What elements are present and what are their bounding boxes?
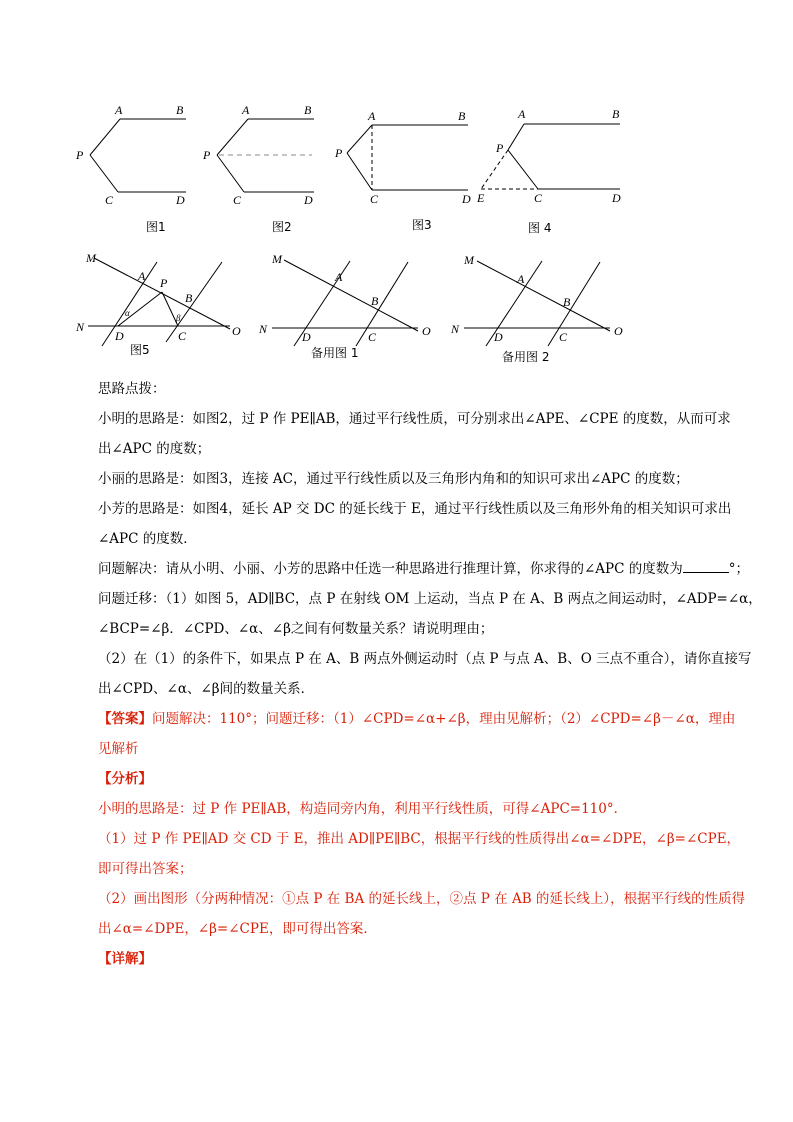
fig5-label-alpha: α	[125, 308, 130, 318]
fig1-label-b: B	[176, 103, 184, 117]
analysis-line-1: 小明的思路是：过 P 作 PE∥AB，构造同旁内角，利用平行线性质，可得∠APC=110°．	[98, 801, 628, 817]
spare1-label-n: N	[259, 322, 268, 336]
fig3-label-d: D	[462, 192, 471, 206]
analysis-tag: 【分析】	[98, 771, 152, 787]
figure-1	[75, 103, 186, 234]
figure-4	[476, 107, 621, 235]
analysis-line-2: （1）过 P 作 PE∥AD 交 CD 于 E，推出 AD∥PE∥BC，根据平行线的性质得出∠α=∠DPE，∠β=∠CPE，	[98, 831, 741, 847]
fig3-label-p: P	[335, 146, 343, 160]
analysis-line-5: 出∠α=∠DPE，∠β=∠CPE，即可得出答案．	[98, 921, 377, 937]
ming-line-2: 出∠APC 的度数；	[98, 441, 211, 457]
solve-unit: °；	[728, 561, 750, 577]
transfer-line-2: ∠BCP=∠β．∠CPD、∠α、∠β之间有何数量关系？请说明理由；	[98, 621, 494, 637]
fig1-label-a: A	[115, 103, 123, 117]
fig4-line-pa	[508, 124, 524, 150]
fig2-label-c: C	[233, 193, 242, 207]
problem-text	[98, 374, 762, 974]
fig4-label-p: P	[496, 141, 504, 155]
q2-line-2: 出∠CPD、∠α、∠β间的数量关系．	[98, 681, 315, 697]
spare1-label-a: A	[335, 270, 343, 284]
fig2-caption: 图2	[272, 220, 292, 234]
figure-5	[75, 251, 241, 357]
fig4-line-pc	[508, 150, 538, 189]
fig5-label-o: O	[232, 324, 241, 338]
fig4-label-c: C	[534, 191, 543, 205]
ming-line-1: 小明的思路是：如图2，过 P 作 PE∥AB，通过平行线性质，可分别求出∠APE、∠CPE 的度数，从而可求	[98, 411, 731, 427]
spare1-label-o: O	[422, 324, 431, 338]
fig4-caption: 图 4	[528, 221, 552, 235]
fig5-caption: 图5	[130, 343, 150, 357]
fig2-label-a: A	[242, 103, 250, 117]
q2-line-1: （2）在（1）的条件下，如果点 P 在 A、B 两点外侧运动时（点 P 与点 A、B、O 三点不重合），请你直接写	[98, 651, 752, 667]
fig4-line-pe	[481, 150, 508, 189]
spare1-label-b: B	[371, 294, 379, 308]
fig4-label-b: B	[612, 107, 620, 121]
spare2-caption: 备用图 2	[502, 350, 550, 364]
fig2-label-p: P	[203, 148, 211, 162]
spare2-label-c: C	[559, 330, 568, 344]
fig3-line-pa	[347, 125, 372, 153]
fig3-label-a: A	[368, 109, 376, 123]
fig2-label-d: D	[304, 193, 313, 207]
spare2-line-mo	[477, 261, 610, 331]
figures-area	[0, 0, 793, 375]
fig1-label-c: C	[105, 193, 114, 207]
answer-blank	[683, 558, 729, 573]
fig4-label-d: D	[612, 191, 621, 205]
fig1-label-p: P	[76, 148, 84, 162]
fig4-label-e: E	[477, 191, 485, 205]
spare2-line-bc	[548, 262, 600, 346]
fig5-label-beta: β	[176, 313, 181, 323]
figure-2	[202, 103, 314, 234]
fig3-caption: 图3	[412, 218, 432, 232]
figure-3	[334, 109, 471, 232]
spare2-label-d: D	[494, 330, 503, 344]
spare-figure-1	[258, 252, 431, 360]
spare-figure-2	[450, 253, 623, 364]
fig1-caption: 图1	[146, 220, 166, 234]
fig5-label-n: N	[76, 320, 85, 334]
fig5-line-bc	[166, 262, 222, 342]
spare1-label-m: M	[272, 252, 282, 266]
fig5-label-b: B	[185, 291, 193, 305]
fig1-label-d: D	[176, 193, 185, 207]
fig5-label-a: A	[138, 269, 146, 283]
hint-title: 思路点拨：	[98, 381, 166, 397]
solve-text: 问题解决：请从小明、小丽、小芳的思路中任选一种思路进行推理计算，你求得的∠APC 的度数为	[98, 561, 683, 577]
spare2-label-m: M	[464, 253, 474, 267]
fig5-label-c: C	[178, 329, 187, 343]
answer-text-1: 问题解决：110°；问题迁移：（1）∠CPD=∠α+∠β，理由见解析；（2）∠CPD=∠β－∠α，理由	[152, 711, 736, 727]
fig5-line-nm-om	[94, 258, 230, 329]
fig3-line-pc	[347, 153, 372, 190]
spare1-caption: 备用图 1	[311, 346, 359, 360]
answer-line-2: 见解析	[98, 741, 139, 757]
fig5-label-m: M	[86, 251, 96, 265]
fig3-label-b: B	[458, 109, 466, 123]
answer-line-1	[98, 704, 738, 734]
solve-line	[98, 554, 750, 584]
transfer-line-1: 问题迁移：（1）如图 5，AD∥BC，点 P 在射线 OM 上运动，当点 P 在 A、B 两点之间运动时，∠ADP=∠α，	[98, 591, 762, 607]
li-line: 小丽的思路是：如图3，连接 AC，通过平行线性质以及三角形内角和的知识可求出∠APC 的度数；	[98, 471, 689, 487]
detail-tag: 【详解】	[98, 951, 152, 967]
spare1-label-d: D	[302, 330, 311, 344]
spare1-label-c: C	[368, 330, 377, 344]
fang-line-1: 小芳的思路是：如图4，延长 AP 交 DC 的延长线于 E，通过平行线性质以及三角形外角的相关知识可求出	[98, 501, 732, 517]
analysis-line-4: （2）画出图形（分两种情况：①点 P 在 BA 的延长线上，②点 P 在 AB 的延长线上），根据平行线的性质得	[98, 891, 746, 907]
fig2-line-pc	[217, 155, 244, 192]
fig5-line-ad	[102, 262, 157, 346]
fig1-line-pc	[90, 155, 118, 192]
spare2-label-b: B	[563, 295, 571, 309]
spare2-label-o: O	[614, 324, 623, 338]
spare1-line-bc	[356, 262, 408, 346]
spare1-line-mo	[284, 260, 418, 331]
spare2-label-a: A	[517, 272, 525, 286]
fig3-label-c: C	[370, 192, 379, 206]
fang-line-2: ∠APC 的度数．	[98, 531, 197, 547]
fig4-label-a: A	[518, 107, 526, 121]
fig2-label-b: B	[304, 103, 312, 117]
answer-tag: 【答案】	[98, 711, 152, 727]
analysis-line-3: 即可得出答案；	[98, 861, 193, 877]
spare2-label-n: N	[451, 322, 460, 336]
fig1-line-pa	[90, 119, 120, 155]
fig5-label-p: P	[160, 276, 168, 290]
fig2-line-pa	[217, 119, 248, 155]
fig5-label-d: D	[115, 329, 124, 343]
